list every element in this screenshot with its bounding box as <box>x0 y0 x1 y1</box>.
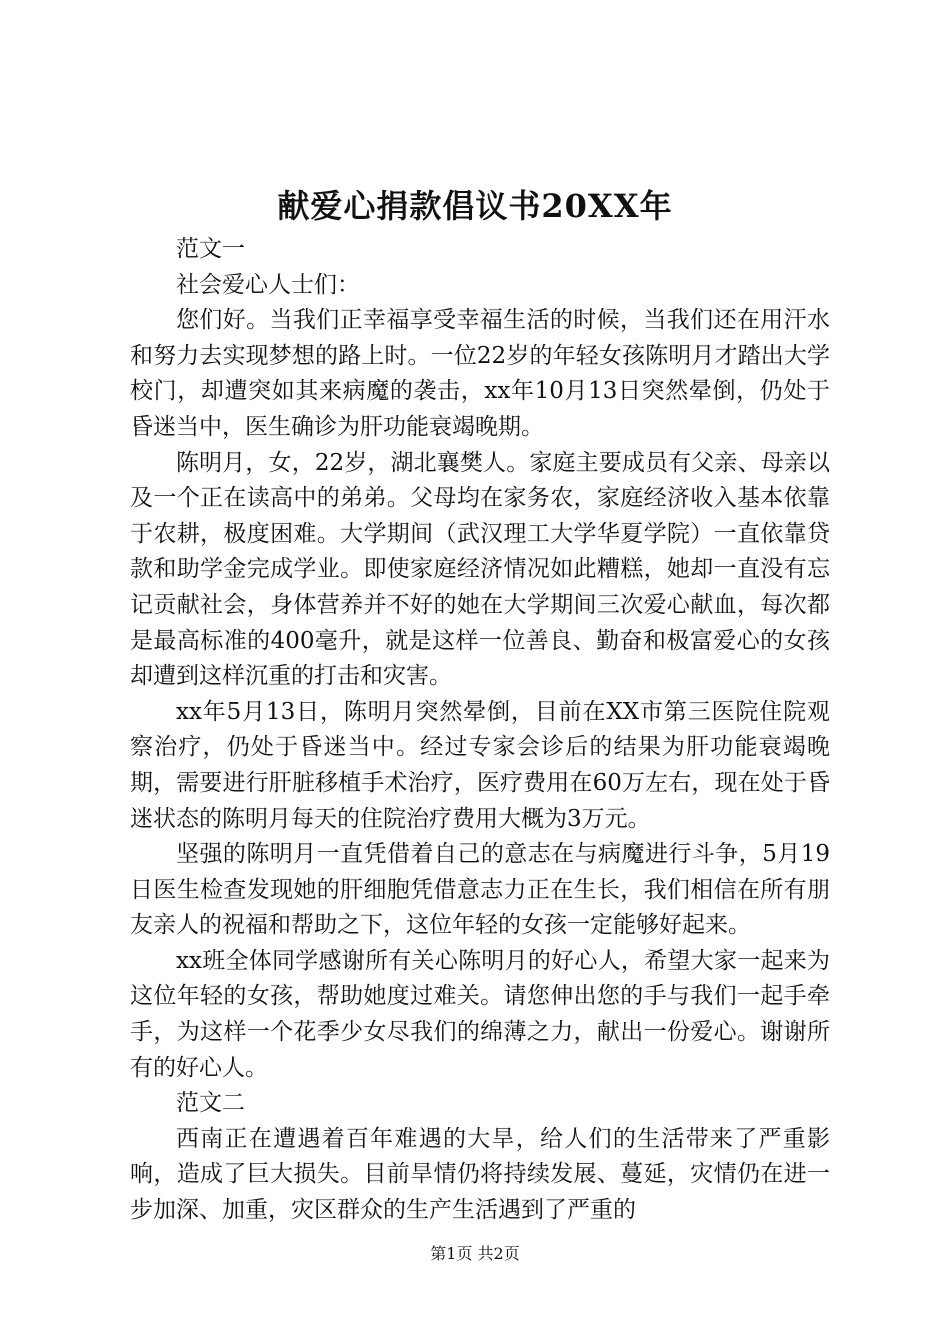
paragraph-background: 陈明月，女，22岁，湖北襄樊人。家庭主要成员有父亲、母亲以及一个正在读高中的弟弟。父母均在家务农，家庭经济收入基本依靠于农耕，极度困难。大学期间（武汉理工大学华夏学院）一直依靠贷款和助学金完成学业。即使家庭经济情况如此糟糕，她却一直没有忘记贡献社会，身体营养并不好的她在大学期间三次爱心献血，每次都是最高标准的400毫升，就是这样一位善良、勤奋和极富爱心的女孩却遭到这样沉重的打击和灾害。 <box>130 449 830 690</box>
paragraph-drought: 西南正在遭遇着百年难遇的大旱，给人们的生活带来了严重影响，造成了巨大损失。目前旱情仍将持续发展、蔓延，灾情仍在进一步加深、加重，灾区群众的生产生活遇到了严重的 <box>130 1125 830 1224</box>
paragraph-medical-status: xx年5月13日，陈明月突然晕倒，目前在XX市第三医院住院观察治疗，仍处于昏迷当中。经过专家会诊后的结果为肝功能衰竭晚期，需要进行肝脏移植手术治疗，医疗费用在60万左右，现在处于昏迷状态的陈明月每天的住院治疗费用大概为3万元。 <box>130 698 830 832</box>
paragraph-recovery: 坚强的陈明月一直凭借着自己的意志在与病魔进行斗争，5月19日医生检查发现她的肝细胞凭借意志力正在生长，我们相信在所有朋友亲人的祝福和帮助之下，这位年轻的女孩一定能够好起来。 <box>130 841 830 939</box>
document-body <box>130 232 830 1229</box>
paragraph-greeting: 您们好。当我们正幸福享受幸福生活的时候，当我们还在用汗水和努力去实现梦想的路上时。一位22岁的年轻女孩陈明月才踏出大学校门，却遭突如其来病魔的袭击，xx年10月13日突然晕倒，仍处于昏迷当中，医生确诊为肝功能衰竭晚期。 <box>130 307 830 440</box>
document-title: 献爱心捐款倡议书20XX年 <box>277 187 673 225</box>
page-footer: 第1页 共2页 <box>430 1244 520 1263</box>
paragraph-section-heading-1: 范文一 <box>176 236 245 262</box>
paragraph-section-heading-2: 范文二 <box>176 1090 245 1117</box>
paragraph-salutation: 社会爱心人士们： <box>176 271 360 298</box>
paragraph-appeal: xx班全体同学感谢所有关心陈明月的好心人，希望大家一起来为这位年轻的女孩，帮助她度过难关。请您伸出您的手与我们一起手牵手，为这样一个花季少女尽我们的绵薄之力，献出一份爱心。谢谢所有的好心人。 <box>130 947 830 1081</box>
